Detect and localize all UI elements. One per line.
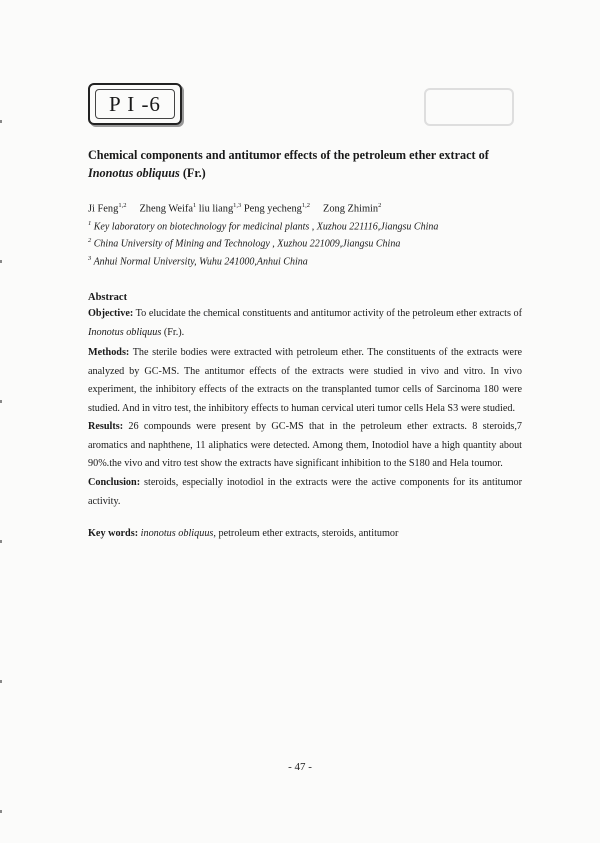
affiliation-sup: 3 bbox=[88, 255, 92, 262]
conclusion-text: steroids, especially inotodiol in the extracts were the active components for its antitumor activity. bbox=[88, 477, 522, 507]
objective-paragraph bbox=[88, 305, 522, 342]
methods-text: The sterile bodies were extracted with petroleum ether. The constituents of the extracts were analyzed by GC-MS. The antitumor effects of the extracts were studied in vivo and vitro. In vivo experiment, the inhibitory effects of the extracts on the transplanted tumor cells of Sarcinoma 180 were studied. And in vitro test, the inhibitory effects to human cervical uteri tumor cells Hela S3 were studied. bbox=[88, 347, 522, 414]
title-text: Chemical components and antitumor effects of the petroleum ether extract of bbox=[88, 148, 489, 162]
scan-edge-mark bbox=[0, 810, 2, 813]
author-name: liu liang bbox=[198, 203, 234, 215]
scan-edge-mark bbox=[0, 680, 2, 683]
results-text: 26 compounds were present by GC-MS that in the petroleum ether extracts. 8 steroids,7 aromatics and naphthene, 11 aliphatics were detected. Among them, Inotodiol have a high quantity about 90%.the vivo and vitro test show the extracts have significant inhibition to the S180 and Hela toumor. bbox=[88, 421, 522, 469]
conclusion-paragraph bbox=[88, 474, 522, 511]
author-sup: 1 bbox=[192, 202, 197, 209]
results-label: Results: bbox=[88, 421, 124, 432]
paper-code-box bbox=[88, 83, 182, 125]
keywords-text: , petroleum ether extracts, steroids, antitumor bbox=[213, 528, 399, 539]
objective-tail: (Fr.). bbox=[163, 326, 185, 338]
author-sup: 1,2 bbox=[301, 202, 310, 209]
author-name: Ji Feng bbox=[88, 203, 119, 215]
affiliation-sup: 1 bbox=[88, 220, 92, 227]
affiliation-sup: 2 bbox=[88, 237, 92, 244]
conclusion-label: Conclusion: bbox=[88, 477, 141, 488]
affiliation-2 bbox=[88, 237, 400, 249]
author-sup: 2 bbox=[378, 202, 382, 209]
keywords-species: inonotus obliquus bbox=[140, 528, 214, 539]
scan-edge-mark bbox=[0, 400, 2, 403]
affiliation-text: Key laboratory on biotechnology for medicinal plants , Xuzhou 221116,Jiangsu China bbox=[93, 221, 439, 233]
methods-label: Methods: bbox=[88, 347, 130, 358]
paper-code: P I -6 bbox=[95, 89, 175, 119]
affiliation-text: China University of Mining and Technology , Xuzhou 221009,Jiangsu China bbox=[93, 238, 401, 250]
affiliation-text: Anhui Normal University, Wuhu 241000,Anhui China bbox=[93, 256, 308, 268]
bleed-through-box bbox=[424, 88, 514, 126]
scan-edge-mark bbox=[0, 120, 2, 123]
methods-paragraph bbox=[88, 344, 522, 418]
title-authority: (Fr.) bbox=[182, 166, 206, 180]
keywords-line bbox=[88, 528, 398, 539]
affiliation-3 bbox=[88, 255, 308, 267]
objective-label: Objective: bbox=[88, 308, 134, 319]
paper-title bbox=[88, 146, 528, 182]
scan-edge-mark bbox=[0, 260, 2, 263]
affiliation-1 bbox=[88, 220, 438, 232]
author-name: Zheng Weifa bbox=[139, 203, 193, 215]
scan-edge-mark bbox=[0, 540, 2, 543]
author-sup: 1,3 bbox=[233, 202, 242, 209]
abstract-heading: Abstract bbox=[88, 292, 128, 303]
objective-text: To elucidate the chemical constituents and antitumor activity of the petroleum ether extracts of bbox=[135, 308, 522, 319]
page-number: - 47 - bbox=[288, 761, 312, 773]
author-name: Peng yecheng bbox=[243, 203, 302, 215]
title-species: Inonotus obliquus bbox=[88, 166, 180, 180]
objective-species: Inonotus obliquus bbox=[88, 326, 162, 338]
keywords-label: Key words: bbox=[88, 528, 139, 539]
results-paragraph bbox=[88, 418, 522, 474]
author-name: Zong Zhimin bbox=[323, 203, 379, 215]
author-list bbox=[88, 202, 381, 214]
author-sup: 1,2 bbox=[118, 202, 127, 209]
